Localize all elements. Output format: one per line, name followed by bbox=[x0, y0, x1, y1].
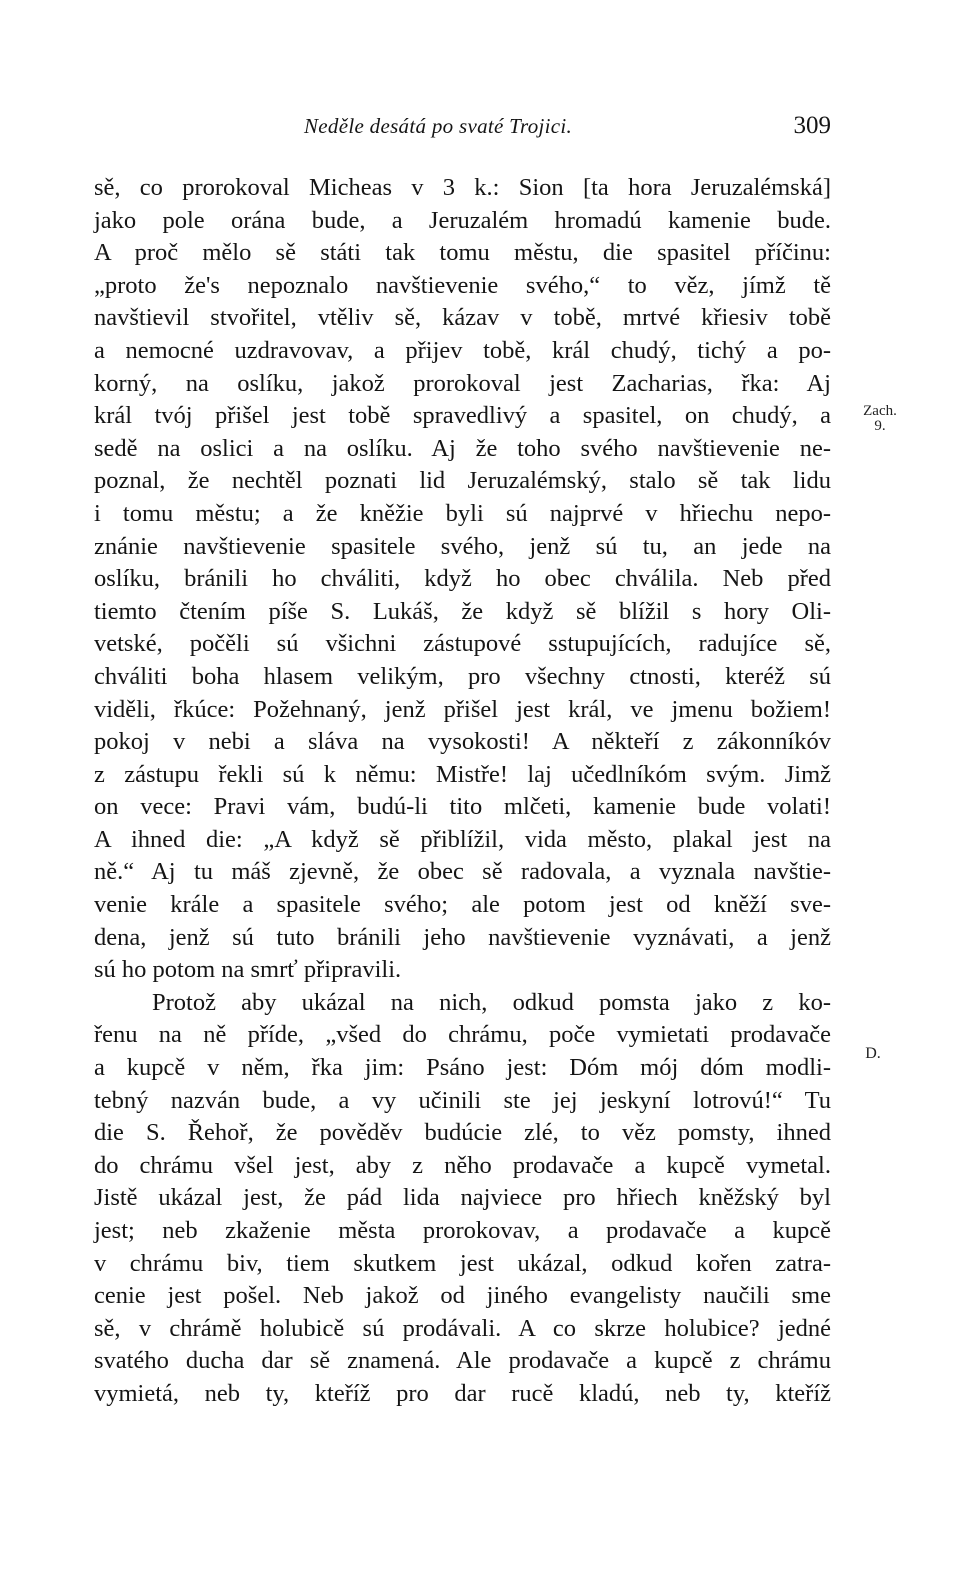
text-line: cenie jest pošel. Neb jakož od jiného evangelisty naučili sme bbox=[94, 1282, 831, 1310]
text-line: vymietá, neb ty, kteříž pro dar rucě kladú, neb ty, kteříž bbox=[94, 1379, 831, 1407]
text-line: král tvój přišel jest tobě spravedlivý a spasitel, on chudý, a bbox=[94, 402, 831, 430]
paragraph-end-line: sú ho potom na smrť připravili. bbox=[94, 956, 402, 984]
running-head bbox=[94, 110, 831, 150]
text-line: znánie navštievenie spasitele svého, jenž sú tu, an jede na bbox=[94, 532, 831, 560]
text-line: korný, na oslíku, jakož prorokoval jest Zacharias, řka: Aj bbox=[94, 369, 831, 397]
text-line: oslíku, bránili ho chváliti, když ho obec chválila. Neb před bbox=[94, 565, 831, 593]
text-line: v chrámu biv, tiem skutkem jest ukázal, odkud kořen zatra- bbox=[94, 1249, 831, 1277]
margin-note-zach bbox=[857, 404, 903, 434]
text-line: ně.“ Aj tu máš zjevně, že obec sě radovala, a vyznala navštie- bbox=[94, 858, 831, 886]
text-line: chváliti boha hlasem velikým, pro všechny ctnosti, kteréž sú bbox=[94, 662, 831, 690]
text-line: i tomu městu; a že kněžie byli sú najprvé v hřiechu nepo- bbox=[94, 499, 831, 527]
text-line: do chrámu všel jest, aby z něho prodavače a kupcě vymetal. bbox=[94, 1151, 831, 1179]
text-line: dena, jenž sú tuto bránili jeho navštievenie vyznávati, a jenž bbox=[94, 923, 831, 951]
text-line: a kupcě v něm, řka jim: Psáno jest: Dóm mój dóm modli- bbox=[94, 1054, 831, 1082]
text-line: venie krále a spasitele svého; ale potom jest od kněží sve- bbox=[94, 891, 831, 919]
margin-note-d: D. bbox=[865, 1045, 881, 1062]
text-line: jest; neb zkaženie města prorokovav, a prodavače a kupcě bbox=[94, 1217, 831, 1244]
text-line: řenu na ně příde, „všed do chrámu, poče vymietati prodavače bbox=[94, 1021, 831, 1049]
text-line: jako pole orána bude, a Jeruzalém hromadú kamenie bude. bbox=[94, 206, 831, 234]
text-line: die S. Řehoř, že pověděv budúcie zlé, to věz pomsty, ihned bbox=[94, 1119, 831, 1147]
text-line: A proč mělo sě státi tak tomu městu, die spasitel příčinu: bbox=[94, 239, 831, 267]
text-line: „proto že's nepoznalo navštievenie svého,“ to věz, jímž tě bbox=[94, 271, 831, 299]
body-text bbox=[94, 172, 831, 1411]
text-line: Jistě ukázal jest, že pád lida najviece pro hřiech kněžský byl bbox=[94, 1184, 831, 1212]
text-line: A ihned die: „A když sě přiblížil, vida město, plakal jest na bbox=[94, 825, 831, 853]
text-line: sě, v chrámě holubicě sú prodávali. A co skrze holubice? jedné bbox=[94, 1314, 831, 1342]
text-line: vetské, počěli sú všichni zástupové sstupujících, radujíce sě, bbox=[94, 630, 831, 658]
margin-note-zach-chapter: 9. bbox=[874, 418, 886, 434]
text-line: tebný nazván bude, a vy učinili ste jej jeskyní lotrovú!“ Tu bbox=[94, 1086, 831, 1114]
paragraph-start-line: Protož aby ukázal na nich, odkud pomsta jako z ko- bbox=[152, 988, 831, 1016]
page-number: 309 bbox=[793, 112, 831, 139]
text-line: sě, co prorokoval Micheas v 3 k.: Sion [ta hora Jeruzalémská] bbox=[94, 174, 831, 201]
text-line: pokoj v nebi a sláva na vysokosti! A někteří z zákonníkóv bbox=[94, 728, 831, 756]
text-line: z zástupu řekli sú k němu: Mistře! laj učedlníkóm svým. Jimž bbox=[94, 760, 831, 788]
margin-note-zach-book: Zach. bbox=[863, 403, 897, 419]
running-title: Neděle desátá po svaté Trojici. bbox=[304, 114, 573, 138]
text-line: sedě na oslici a na oslíku. Aj že toho svého navštievenie ne- bbox=[94, 434, 831, 462]
text-line: poznal, že nechtěl poznati lid Jeruzalémský, stalo sě tak lidu bbox=[94, 467, 831, 495]
text-line: on vece: Pravi vám, budú-li tito mlčeti, kamenie bude volati! bbox=[94, 793, 831, 821]
text-line: svatého ducha dar sě znamená. Ale prodavače a kupcě z chrámu bbox=[94, 1347, 831, 1375]
text-line: a nemocné uzdravovav, a přijev tobě, král chudý, tichý a po- bbox=[94, 336, 831, 364]
text-line: viděli, řkúce: Požehnaný, jenž přišel jest král, ve jmenu božiem! bbox=[94, 695, 831, 723]
text-line: tiemto čtením píše S. Lukáš, že když sě blížil s hory Oli- bbox=[94, 597, 831, 625]
text-line: navštievil stvořitel, vtěliv sě, kázav v tobě, mrtvé křiesiv tobě bbox=[94, 304, 831, 332]
